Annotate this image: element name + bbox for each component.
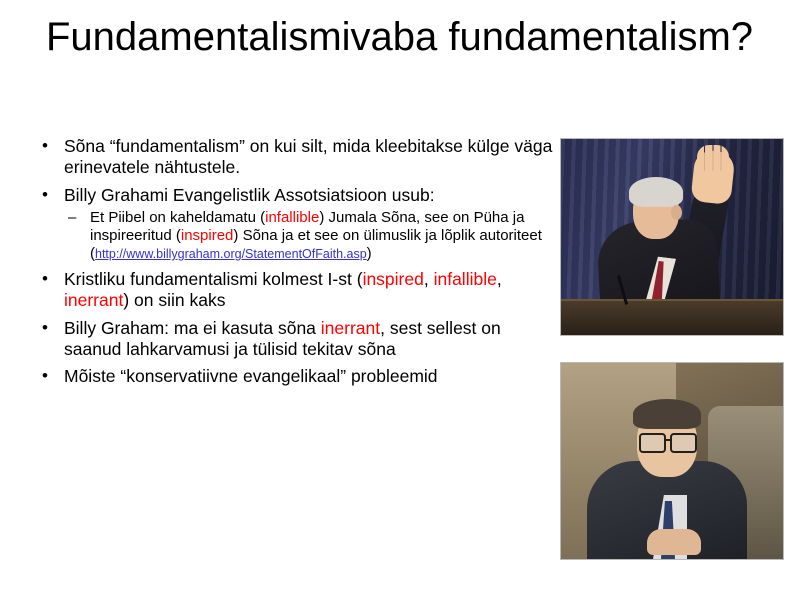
sub-bullet-text-part2: ) Jumala Sõna, see on Püha ja inspireeritud ( xyxy=(90,209,525,245)
sub-bullet-list xyxy=(64,209,554,263)
photo-fingers xyxy=(697,145,729,171)
term-inspired: inspired xyxy=(362,269,424,290)
photo-pulpit xyxy=(561,299,783,335)
bullet-icon: • xyxy=(42,136,48,155)
bullet-text-part1: Billy Graham: ma ei kasuta sõna xyxy=(64,317,321,338)
bullet-text-part2: , sest sellest on saanud lahkarvamusi ja tülisid tekitav sõna xyxy=(64,317,501,360)
bullet-text-part4: ) on siin kaks xyxy=(123,290,226,311)
photo-hair xyxy=(629,177,683,207)
statement-of-faith-link[interactable]: http://www.billygraham.org/StatementOfFaith.asp xyxy=(95,247,367,262)
bullet-text: Sõna “fundamentalism” on kui silt, mida kleebitakse külge väga erinevatele nähtustele. xyxy=(64,136,553,178)
term-infallible: infallible xyxy=(433,269,497,290)
photo-glasses-left-lens xyxy=(639,433,666,453)
term-infallible: infallible xyxy=(265,209,320,227)
bullet-list xyxy=(34,136,554,388)
term-inspired: inspired xyxy=(180,227,234,245)
photo-hands xyxy=(647,529,701,555)
page-title: Fundamentalismivaba fundamentalism? xyxy=(45,15,754,59)
list-item xyxy=(34,185,554,263)
sub-bullet-text-part1: Et Piibel on kaheldamatu ( xyxy=(90,209,266,227)
bullet-text: Mõiste “konservatiivne evangelikaal” probleemid xyxy=(64,366,438,387)
bullet-text-part2: , xyxy=(423,269,434,290)
bullet-icon: • xyxy=(42,184,48,204)
term-inerrant: inerrant xyxy=(64,290,124,311)
slide-body xyxy=(34,136,554,394)
sub-list-item xyxy=(64,209,554,263)
sub-bullet-text-part3: ) Sõna ja et see on ülimuslik ja lõplik autoriteet ( xyxy=(90,227,542,263)
bullet-icon: • xyxy=(42,317,48,337)
bullet-text-part1: Kristliku fundamentalismi kolmest I-st ( xyxy=(64,269,363,290)
photo-glasses-right-lens xyxy=(670,433,697,453)
bullet-text-part3: , xyxy=(496,269,502,290)
sub-bullet-text-part4: ) xyxy=(366,245,372,263)
man-with-glasses-interview-photo xyxy=(560,362,784,560)
list-item xyxy=(34,136,554,179)
photo-hair xyxy=(633,399,701,429)
photo-ear xyxy=(671,205,682,220)
bullet-icon: • xyxy=(42,269,48,289)
dash-icon: – xyxy=(68,209,77,227)
list-item xyxy=(34,366,554,387)
term-inerrant: inerrant xyxy=(320,317,381,338)
bullet-icon: • xyxy=(42,366,48,386)
photo-glasses xyxy=(639,433,697,449)
billy-graham-preaching-photo xyxy=(560,138,784,336)
list-item xyxy=(34,318,554,361)
bullet-text: Billy Grahami Evangelistlik Assotsiatsioon usub: xyxy=(64,184,435,205)
list-item xyxy=(34,269,554,312)
